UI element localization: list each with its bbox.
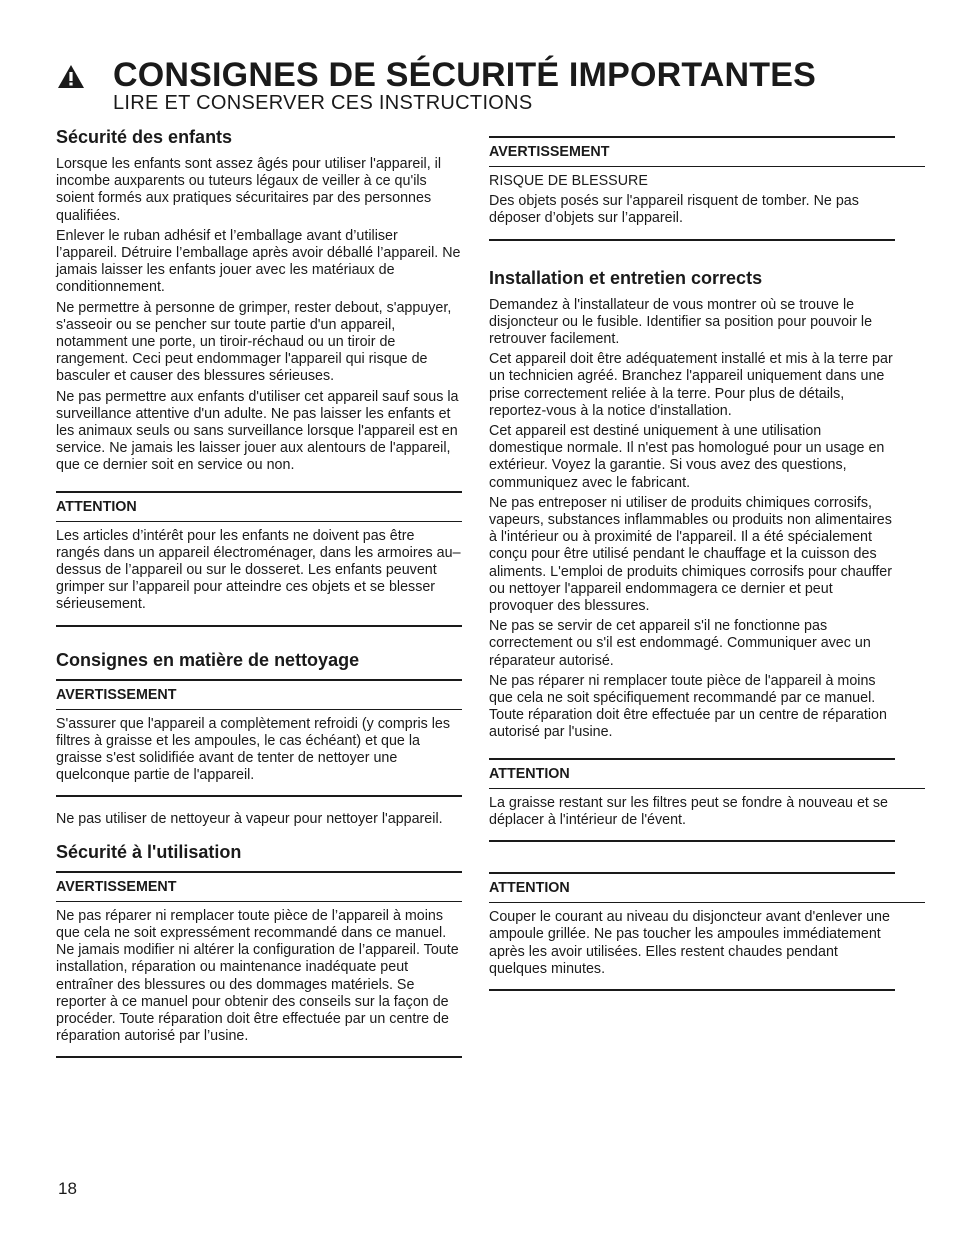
installation-paragraph: Cet appareil est destiné uniquement à une utilisation domestique normale. Il n'est pas homologué pour un usage en extérieur. Voyez la garantie. Si vous avez des questions, communiquez avec le fabricant. <box>489 423 885 491</box>
warning-triangle-icon <box>57 64 85 90</box>
injury-warning-box <box>489 136 895 241</box>
installation-paragraph: Ne pas réparer ni remplacer toute pièce de l'appareil à moins que cela ne soit spécifiquement recommandé par ce manuel. Toute réparation doit être effectuée par un centre de réparation autorisé par l'usine. <box>489 672 887 741</box>
warning-text: Ne pas réparer ni remplacer toute pièce de l’appareil à moins que cela ne soit expressément recommandé dans ce manuel. Ne jamais modifier ni altérer la configuration de l’appareil. Toute installation, réparation ou maintenance inadéquate peut entraîner des blessures ou des dommages matériels. Se reporter à ce manuel pour obtenir des conseils sur la façon de procéder. Toute réparation doit être effectuée par un centre de réparation autorisé par l’usine. <box>56 907 459 1045</box>
installation-paragraph: Cet appareil doit être adéquatement installé et mis à la terre par un technicien agréé. Branchez l'appareil uniquement dans une prise correctement reliée à la terre. Pour plus de détails, reportez-vous à la notice d'installation. <box>489 351 893 419</box>
installation-paragraph: Ne pas entreposer ni utiliser de produits chimiques corrosifs, vapeurs, substances inflammables ou produits non alimentaires à l'intérieur ou à proximité de l'appareil. Il a été spécialement conçu pour être utilisé pendant le chauffage et la cuisson des aliments. L'emploi de produits chimiques corrosifs pour chauffer ou nettoyer l'appareil endommagera ce dernier et peut provoquer des blessures. <box>489 494 892 615</box>
page-number: 18 <box>58 1179 77 1198</box>
children-safety-paragraph: Ne pas permettre aux enfants d'utiliser cet appareil sauf sous la surveillance attentive d'un adulte. Ne pas laisser les enfants et les animaux seuls ou sans surveillance lorsque l'appareil est en service. Ne jamais les laisser jouer aux alentours de l'appareil, que ce dernier soit en service ou non. <box>56 388 459 474</box>
attention-label: ATTENTION <box>56 493 462 522</box>
page-subtitle: LIRE ET CONSERVER CES INSTRUCTIONS <box>113 92 533 114</box>
usage-warning-box <box>56 871 462 1059</box>
cleaning-warning-box <box>56 679 462 798</box>
attention-box <box>489 758 895 842</box>
installation-heading: Installation et entretien corrects <box>489 267 763 288</box>
warning-text: S'assurer que l'appareil a complètement refroidi (y compris les filtres à graisse et les ampoules, le cas échéant) et que la graisse s'est solidifiée avant de tenter de nettoyer une quelconque partie de l'appareil. <box>56 715 451 784</box>
attention-box <box>489 872 895 991</box>
attention-text: Les articles d’intérêt pour les enfants ne doivent pas être rangés dans un appareil électroménager, dans les armoires au–dessus de l’appareil ou sur le dosseret. Les enfants peuvent grimper sur l’appareil pour atteindre ces objets et se blesser sérieusement. <box>56 527 461 613</box>
left-column <box>56 126 462 1058</box>
attention-label: ATTENTION <box>489 874 925 903</box>
page-title: CONSIGNES DE SÉCURITÉ IMPORTANTES <box>113 56 817 94</box>
warning-label: AVERTISSEMENT <box>56 681 462 710</box>
attention-box <box>56 491 462 627</box>
children-safety-paragraph: Lorsque les enfants sont assez âgés pour utiliser l'appareil, il incombe auxparents ou tuteurs légaux de veiller à ce qu'ils soient formés aux pratiques sécuritaires par des personnes qualifiées. <box>56 156 441 224</box>
children-safety-heading: Sécurité des enfants <box>56 127 233 147</box>
warning-text: Des objets posés sur l'appareil risquent de tomber. Ne pas déposer d’objets sur l’appareil. <box>489 193 859 227</box>
cleaning-heading: Consignes en matière de nettoyage <box>56 649 360 670</box>
warning-label: AVERTISSEMENT <box>56 873 462 902</box>
cleaning-note: Ne pas utiliser de nettoyeur à vapeur pour nettoyer l'appareil. <box>56 811 443 828</box>
usage-heading: Sécurité à l'utilisation <box>56 841 242 862</box>
children-safety-paragraph: Enlever le ruban adhésif et l’emballage avant d’utiliser l’appareil. Détruire l’emballage après avoir déballé l’appareil. Ne jamais laisser les enfants jouer avec les matériaux de conditionnement. <box>56 227 461 296</box>
right-column <box>489 136 895 991</box>
installation-paragraph: Demandez à l'installateur de vous montrer où se trouve le disjoncteur ou le fusible. Identifier sa position pour pouvoir le retrouver facilement. <box>489 296 873 348</box>
attention-text: Couper le courant au niveau du disjoncteur avant d'enlever une ampoule grillée. Ne pas toucher les ampoules immédiatement après les avoir utilisées. Elles restent chaudes pendant quelques minutes. <box>489 909 890 977</box>
attention-text: La graisse restant sur les filtres peut se fondre à nouveau et se déplacer à l'intérieur de l'évent. <box>489 794 888 828</box>
installation-paragraph: Ne pas se servir de cet appareil s'il ne fonctionne pas correctement ou s'il est endommagé. Communiquer avec un réparateur autorisé. <box>489 618 871 669</box>
warning-risk: RISQUE DE BLESSURE <box>489 173 648 189</box>
children-safety-paragraph: Ne permettre à personne de grimper, rester debout, s'appuyer, s'asseoir ou se pencher sur toute partie d'un appareil, notamment une porte, un tiroir-réchaud ou un tiroir de rangement. Ceci peut endommager l'appareil qui risque de basculer et causer des blessures sérieuses. <box>56 299 452 385</box>
attention-label: ATTENTION <box>489 760 925 789</box>
warning-label: AVERTISSEMENT <box>489 138 925 167</box>
